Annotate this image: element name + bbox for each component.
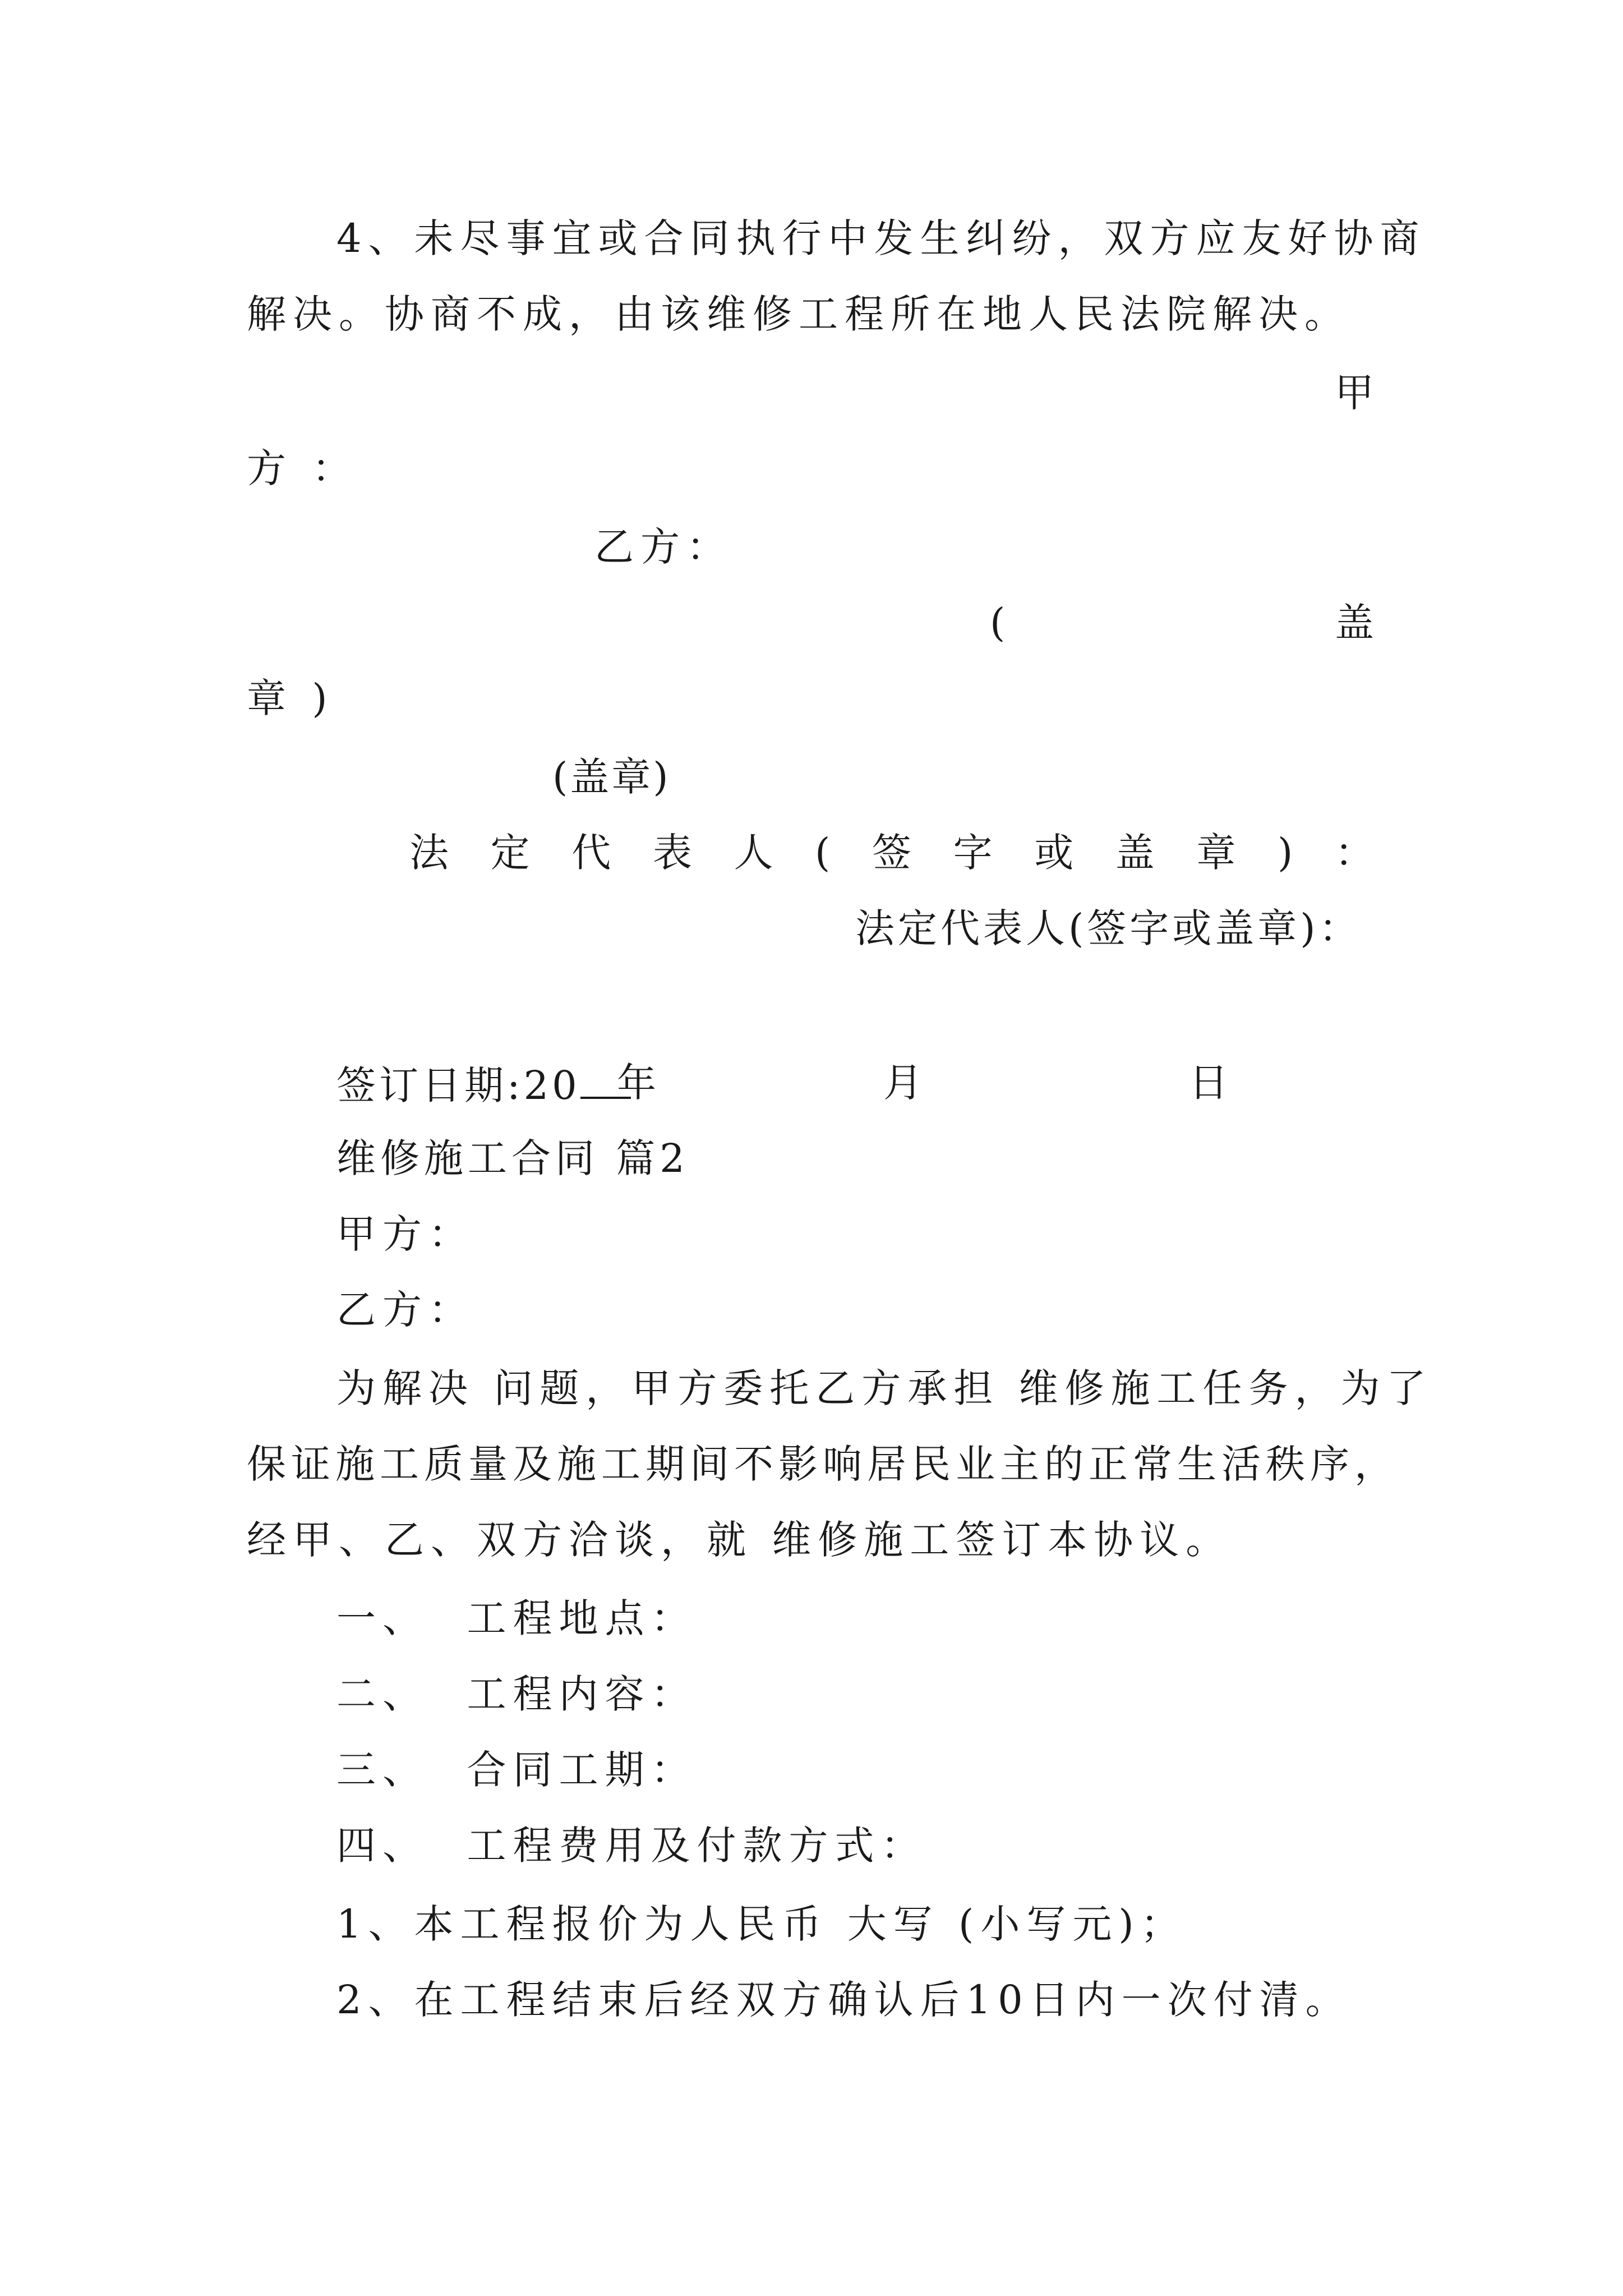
- legal-rep-char: 代: [571, 830, 611, 876]
- legal-rep-char: ): [1278, 830, 1293, 876]
- party-b-2: 乙方：: [336, 1287, 474, 1333]
- date-month-label: 月: [883, 1060, 926, 1106]
- clause-4-line-1: 4、未尽事宜或合同执行中发生纠纷，双方应友好协商: [336, 215, 1426, 261]
- payment-clause-1: 1、本工程报价为人民币 大写 (小写元)；: [336, 1901, 1187, 1947]
- party-a-label-part2: 方 ：: [247, 445, 358, 491]
- item-1-location: 一、 工程地点：: [336, 1595, 697, 1641]
- legal-rep-char: ：: [1334, 830, 1374, 876]
- date-year-label: 年: [617, 1060, 660, 1106]
- party-a-label-part1: 甲: [1335, 370, 1381, 416]
- signing-date-label: 签订日期:20: [336, 1057, 631, 1111]
- legal-rep-char: 表: [652, 830, 692, 876]
- item-3-duration: 三、 合同工期：: [336, 1747, 697, 1793]
- contract-title-2: 维修施工合同 篇2: [336, 1135, 689, 1181]
- seal-label-part2: 章 ): [247, 675, 334, 721]
- seal-paren-open: (: [990, 600, 1012, 646]
- seal-label-part1: 盖: [1335, 600, 1381, 646]
- legal-rep-char: 定: [490, 830, 530, 876]
- legal-rep-char: 签: [872, 830, 911, 876]
- legal-rep-char: 法: [409, 830, 449, 876]
- payment-clause-2: 2、在工程结束后经双方确认后10日内一次付清。: [336, 1977, 1352, 2023]
- legal-representative-right: 法定代表人(签字或盖章)：: [855, 905, 1362, 951]
- legal-rep-char: 章: [1196, 830, 1236, 876]
- legal-rep-char: 或: [1034, 830, 1074, 876]
- party-a-2: 甲方：: [336, 1211, 474, 1257]
- legal-rep-char: 盖: [1115, 830, 1155, 876]
- item-2-content: 二、 工程内容：: [336, 1671, 697, 1717]
- signing-date-row: [336, 1057, 1290, 1108]
- purpose-line-3: 经甲、乙、双方洽谈，就 维修施工签订本协议。: [247, 1517, 1232, 1563]
- seal-label-b: (盖章): [552, 754, 671, 800]
- legal-rep-char: 字: [953, 830, 993, 876]
- purpose-line-1: 为解决 问题，甲方委托乙方承担 维修施工任务，为了: [336, 1365, 1433, 1411]
- legal-rep-char: 人: [734, 830, 773, 876]
- purpose-line-2: 保证施工质量及施工期间不影响居民业主的正常生活秩序，: [247, 1441, 1399, 1487]
- clause-4-line-2: 解决。协商不成，由该维修工程所在地人民法院解决。: [247, 291, 1350, 337]
- legal-representative-spread: [409, 827, 1374, 878]
- party-b-label: 乙方：: [594, 524, 732, 570]
- legal-rep-char: (: [815, 830, 831, 876]
- item-4-cost-payment: 四、 工程费用及付款方式：: [336, 1823, 927, 1869]
- date-day-label: 日: [1189, 1060, 1232, 1106]
